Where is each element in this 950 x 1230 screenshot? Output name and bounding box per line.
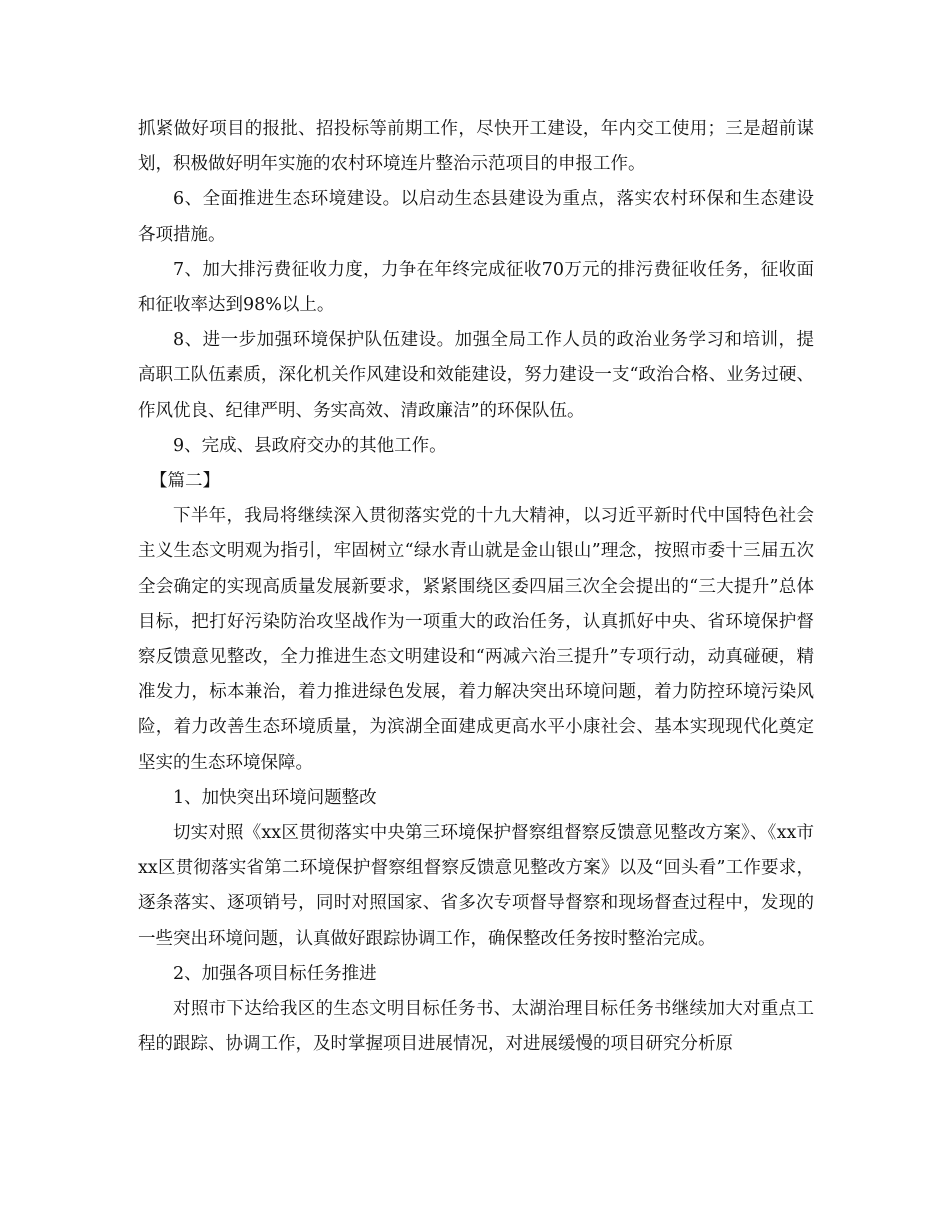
paragraph-item-8: 8、进一步加强环境保护队伍建设。加强全局工作人员的政治业务学习和培训，提高职工队伍素质，深化机关作风建设和效能建设，努力建设一支“政治合格、业务过硬、作风优良、纪律严明、务实高效、清政廉洁”的环保队伍。 <box>138 330 814 421</box>
paragraph-targets: 对照市下达给我区的生态文明目标任务书、太湖治理目标任务书继续加大对重点工程的跟踪、协调工作，及时掌握项目进展情况，对进展缓慢的项目研究分析原 <box>138 999 814 1055</box>
paragraph-1: 抓紧做好项目的报批、招投标等前期工作，尽快开工建设，年内交工使用；三是超前谋划，积极做好明年实施的农村环境连片整治示范项目的申报工作。 <box>138 119 814 175</box>
paragraph-intro: 下半年，我局将继续深入贯彻落实党的十九大精神，以习近平新时代中国特色社会主义生态文明观为指引，牢固树立“绿水青山就是金山银山”理念，按照市委十三届五次全会确定的实现高质量发展新要求，紧紧围绕区委四届三次全会提出的“三大提升”总体目标，把打好污染防治攻坚战作为一项重大的政治任务，认真抓好中央、省环境保护督察反馈意见整改，全力推进生态文明建设和“两减六治三提升”专项行动，动真碰硬，精准发力，标本兼治，着力推进绿色发展，着力解决突出环境问题，着力防控环境污染风险，着力改善生态环境质量，为滨湖全面建成更高水平小康社会、基本实现现代化奠定坚实的生态环境保障。 <box>138 506 814 773</box>
document-body <box>138 112 814 1062</box>
paragraph-rectification: 切实对照《xx区贯彻落实中央第三环境保护督察组督察反馈意见整改方案》、《xx市xx区贯彻落实省第二环境保护督察组督察反馈意见整改方案》以及“回头看”工作要求，逐条落实、逐项销号，同时对照国家、省多次专项督导督察和现场督查过程中，发现的一些突出环境问题，认真做好跟踪协调工作，确保整改任务按时整治完成。 <box>138 823 814 949</box>
subheading-1: 1、加快突出环境问题整改 <box>173 787 377 808</box>
paragraph-item-7: 7、加大排污费征收力度，力争在年终完成征收70万元的排污费征收任务，征收面和征收率达到98%以上。 <box>138 259 814 316</box>
paragraph-item-6: 6、全面推进生态环境建设。以启动生态县建设为重点，落实农村环保和生态建设各项措施。 <box>138 189 814 245</box>
paragraph-item-9: 9、完成、县政府交办的其他工作。 <box>173 435 447 456</box>
section-heading: 【篇二】 <box>150 471 220 492</box>
subheading-2: 2、加强各项目标任务推进 <box>173 963 377 984</box>
